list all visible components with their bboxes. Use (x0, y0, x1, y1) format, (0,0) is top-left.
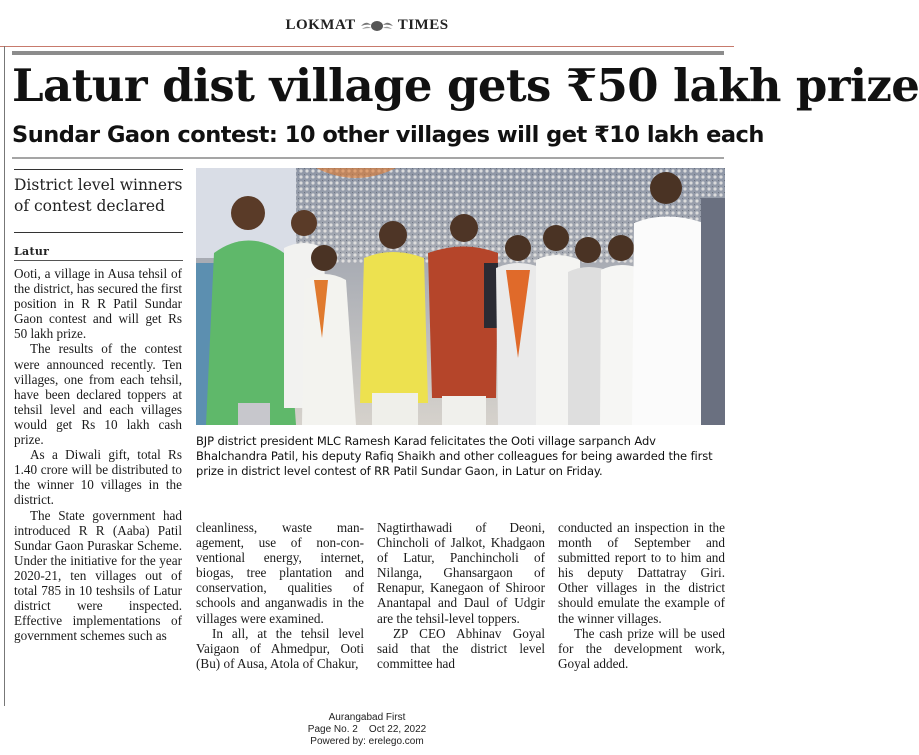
body-paragraph: The cash prize will be used for the development work, Goyal added. (558, 625, 725, 671)
deck-top-rule (14, 169, 183, 170)
body-column-3 (377, 520, 545, 671)
logo-word-times: TIMES (397, 17, 449, 33)
article-headline: Latur dist village gets ₹50 lakh prize (12, 59, 919, 112)
body-column-4 (558, 520, 725, 671)
article-photo (196, 168, 725, 425)
page-footer (0, 712, 734, 748)
body-paragraph: The State government had introduced R R (Aaba) Patil Sundar Gaon Puraskar Scheme. Under the initiative for the year 2020-21, ten villages out of total 785 in 10 teshsils of Latur district were inspected. Effective implementations of government schemes such as (14, 507, 182, 644)
footer-powered-by: Powered by: erelego.com (310, 736, 424, 747)
body-paragraph: ZP CEO Abhinav Goyal said that the district level committee had (377, 625, 545, 671)
body-paragraph: The results of the contest were announced recently. Ten villages, one from each tehsil, have been declared toppers at tehsil level and each villages would get Rs 10 lakh cash prize. (14, 341, 182, 448)
body-paragraph: Ooti, a village in Ausa tehsil of the district, has secured the first position in R R Patil Sundar Gaon contest and will get Rs 50 lakh prize. (14, 266, 182, 342)
photo-caption: BJP district president MLC Ramesh Karad felicitates the Ooti village sarpanch Adv Bhalchandra Patil, his deputy Rafiq Shaikh and other colleagues for being awarded the first prize in district level contest of RR Patil Sundar Gaon, in Latur on Friday. (196, 434, 713, 479)
body-paragraph: In all, at the tehsil level Vaigaon of Ahmedpur, Ooti (Bu) of Ausa, Atola of Chakur, (196, 625, 364, 671)
headline-top-rule (12, 51, 724, 55)
lokmat-emblem-icon (360, 19, 394, 32)
body-paragraph: Nagtirthawadi of Deoni, Chincholi of Jalkot, Khadgaon of Latur, Panchincholi of Nilanga, Ghansargaon of Renapur, Kanegaon of Shiroor Anantapal and Daul of Udgir are the tehsil-level toppers. (377, 520, 545, 626)
footer-edition: Aurangabad First (328, 712, 406, 723)
body-paragraph: As a Diwali gift, total Rs 1.40 crore will be distributed to the winner 10 villages in the district. (14, 447, 182, 508)
footer-page-info: Page No. 2 Oct 22, 2022 (307, 724, 427, 735)
body-column-1 (14, 266, 182, 643)
body-column-2 (196, 520, 364, 671)
article-deck: District level winners of contest declared (14, 176, 183, 215)
dateline-rule (14, 260, 183, 261)
page-left-border (4, 46, 5, 706)
masthead (0, 14, 734, 38)
article-subheadline: Sundar Gaon contest: 10 other villages will get ₹10 lakh each (12, 122, 764, 148)
body-paragraph: cleanliness, waste management, use of non-conventional energy, internet, biogas, tree plantation and conservation, qualities of schools and anganwadis in the villages were examined. (196, 520, 364, 626)
newspaper-logo (285, 17, 448, 34)
felicitation-photo-image (196, 168, 725, 425)
subheadline-rule (12, 157, 724, 159)
header-divider (0, 46, 734, 47)
logo-word-lokmat: LOKMAT (285, 17, 356, 33)
deck-bottom-rule (14, 232, 183, 233)
article-dateline: Latur (14, 245, 50, 258)
body-paragraph: conducted an inspection in the month of September and submitted report to to him and his deputy Dattatray Giri. Other villages in the district should emulate the example of the winner villages. (558, 520, 725, 626)
